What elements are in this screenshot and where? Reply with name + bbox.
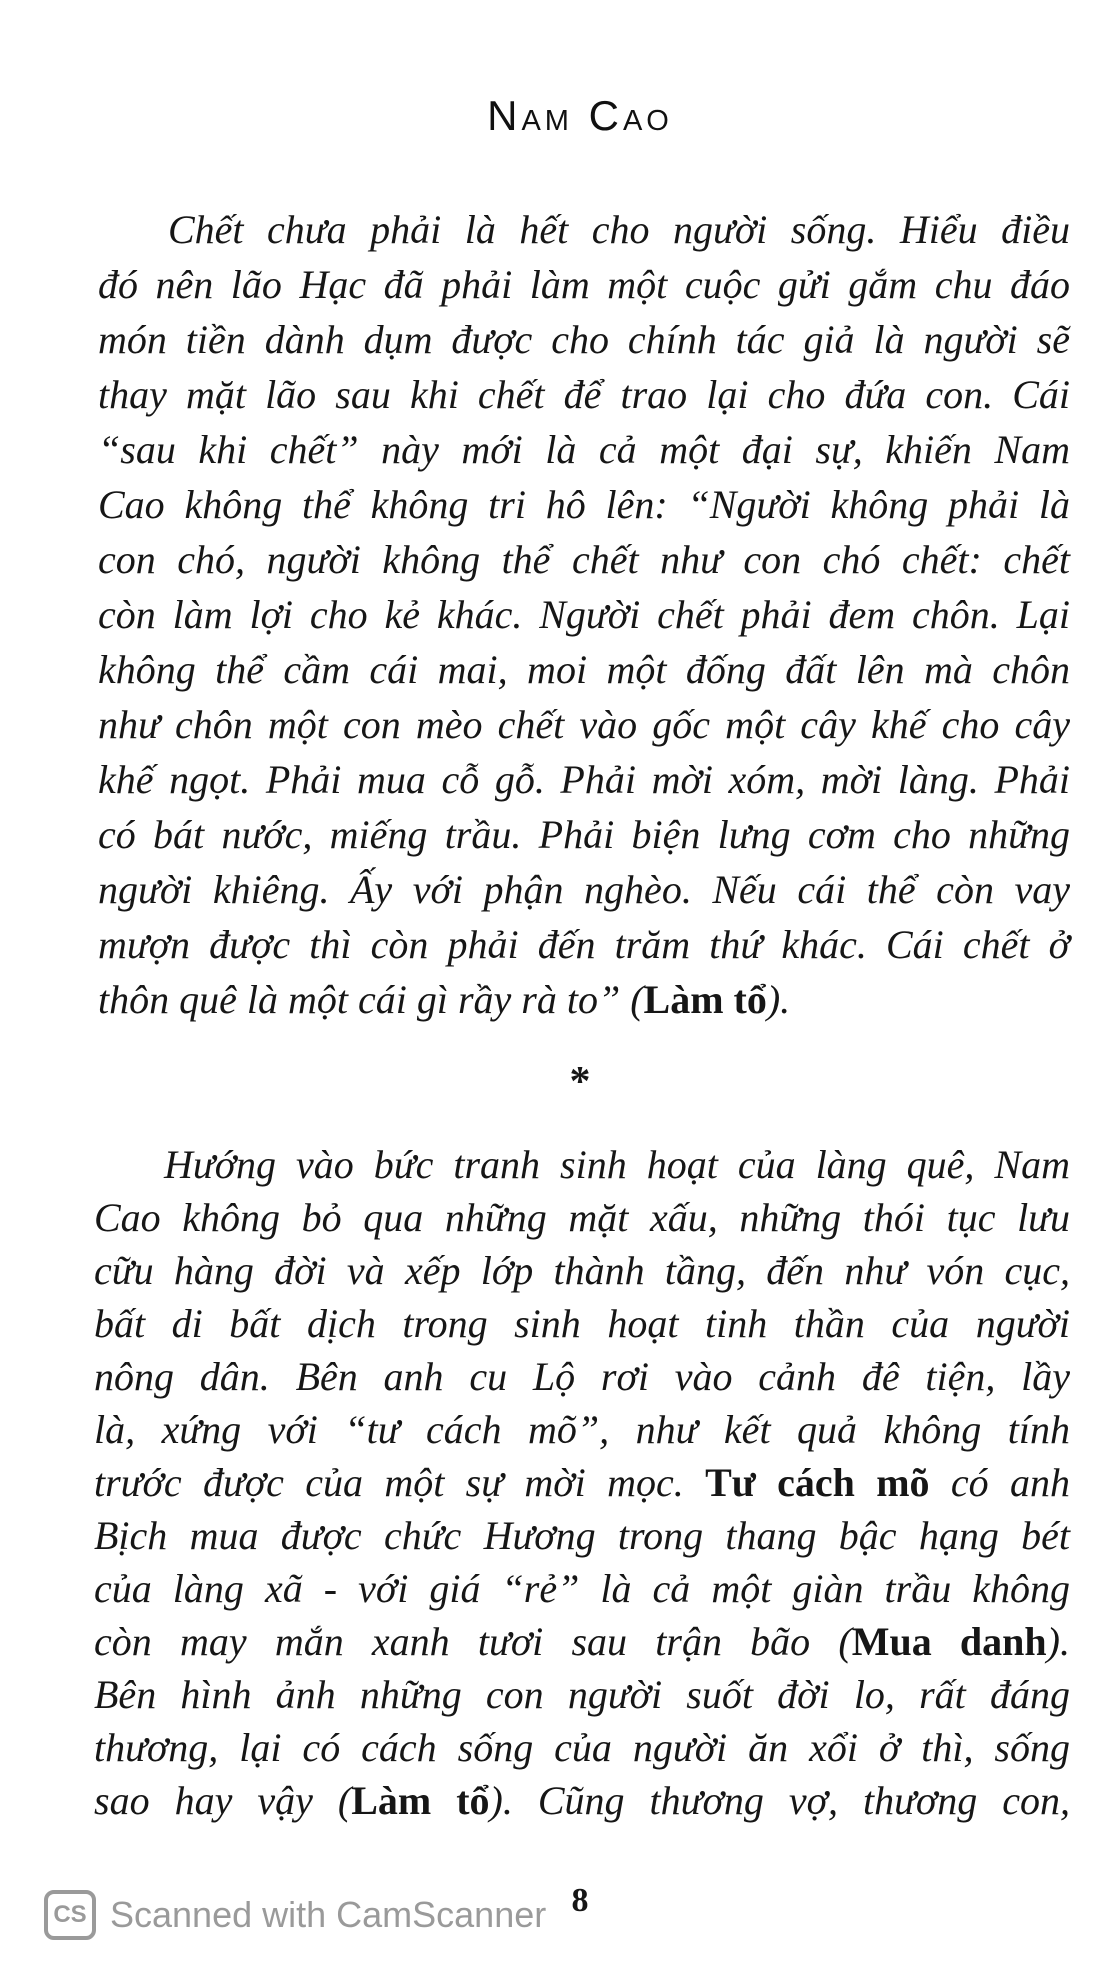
text-line: Bên hình ảnh những con người suốt đời lo, rất đáng — [94, 1672, 1070, 1717]
text-line: Cao không thể không tri hô lên: “Người không phải là — [98, 482, 1070, 527]
line-text: sao hay vậy ( — [94, 1778, 352, 1823]
line-text: trước được của một sự mời mọc. — [94, 1460, 706, 1505]
text-line: bất di bất dịch trong sinh hoạt tinh thần của người — [94, 1301, 1070, 1346]
text-line: thay mặt lão sau khi chết để trao lại cho đứa con. Cái — [98, 372, 1070, 417]
text-line — [98, 972, 1070, 1027]
text-line: như chôn một con mèo chết vào gốc một cây khế cho cây — [98, 702, 1070, 747]
watermark-text: Scanned with CamScanner — [110, 1894, 547, 1935]
text-line: còn làm lợi cho kẻ khác. Người chết phải đem chôn. Lại — [98, 592, 1070, 637]
text-line: có bát nước, miếng trầu. Phải biện lưng cơm cho những — [98, 812, 1070, 857]
text-line: Hướng vào bức tranh sinh hoạt của làng quê, Nam — [164, 1142, 1070, 1187]
work-title: Làm tổ — [351, 1778, 490, 1823]
running-header: Nam Cao — [487, 92, 673, 139]
work-title: Làm tổ — [643, 977, 767, 1022]
text-line: nông dân. Bên anh cu Lộ rơi vào cảnh đê tiện, lầy — [94, 1354, 1070, 1399]
text-line: thương, lại có cách sống của người ăn xổi ở thì, sống — [94, 1725, 1070, 1770]
text-line: đó nên lão Hạc đã phải làm một cuộc gửi gắm chu đáo — [98, 262, 1070, 307]
text-line — [94, 1615, 1070, 1668]
line-text: ). — [766, 977, 791, 1022]
text-line: “sau khi chết” này mới là cả một đại sự, khiến Nam — [98, 427, 1070, 472]
line-text: ). Cũng thương vợ, thương con, — [489, 1778, 1070, 1823]
text-line — [94, 1774, 1070, 1827]
text-line: mượn được thì còn phải đến trăm thứ khác. Cái chết ở — [98, 922, 1070, 967]
section-separator: * — [569, 1059, 591, 1105]
camscanner-logo-icon: CS — [44, 1890, 96, 1940]
line-text: còn may mắn xanh tươi sau trận bão ( — [94, 1619, 852, 1664]
text-line: của làng xã - với giá “rẻ” là cả một giàn trầu không — [94, 1566, 1070, 1611]
text-line: là, xứng với “tư cách mõ”, như kết quả không tính — [94, 1407, 1070, 1452]
text-line: con chó, người không thể chết như con chó chết: chết — [98, 537, 1070, 582]
work-title: Tư cách mõ — [705, 1460, 930, 1505]
work-title: Mua danh — [851, 1619, 1047, 1664]
text-line: khế ngọt. Phải mua cỗ gỗ. Phải mời xóm, mời làng. Phải — [98, 757, 1070, 802]
paragraph-1 — [98, 202, 1070, 1027]
text-line: Bịch mua được chức Hương trong thang bậc hạng bét — [94, 1513, 1070, 1558]
text-line: Chết chưa phải là hết cho người sống. Hiểu điều — [168, 207, 1070, 252]
text-line — [94, 1456, 1070, 1509]
line-text: ). — [1046, 1619, 1070, 1664]
text-line: Cao không bỏ qua những mặt xấu, những thói tục lưu — [94, 1195, 1070, 1240]
text-line: cữu hàng đời và xếp lớp thành tầng, đến như vón cục, — [94, 1248, 1070, 1293]
camscanner-watermark — [44, 1890, 546, 1940]
text-line: người khiêng. Ấy với phận nghèo. Nếu cái thể còn vay — [98, 867, 1070, 912]
paragraph-2 — [94, 1138, 1070, 1827]
text-line: món tiền dành dụm được cho chính tác giả là người sẽ — [98, 317, 1070, 362]
page-number: 8 — [571, 1882, 589, 1919]
line-text: thôn quê là một cái gì rầy rà to” ( — [98, 977, 644, 1022]
text-line: không thể cầm cái mai, moi một đống đất lên mà chôn — [98, 647, 1070, 692]
line-text: có anh — [929, 1460, 1070, 1505]
